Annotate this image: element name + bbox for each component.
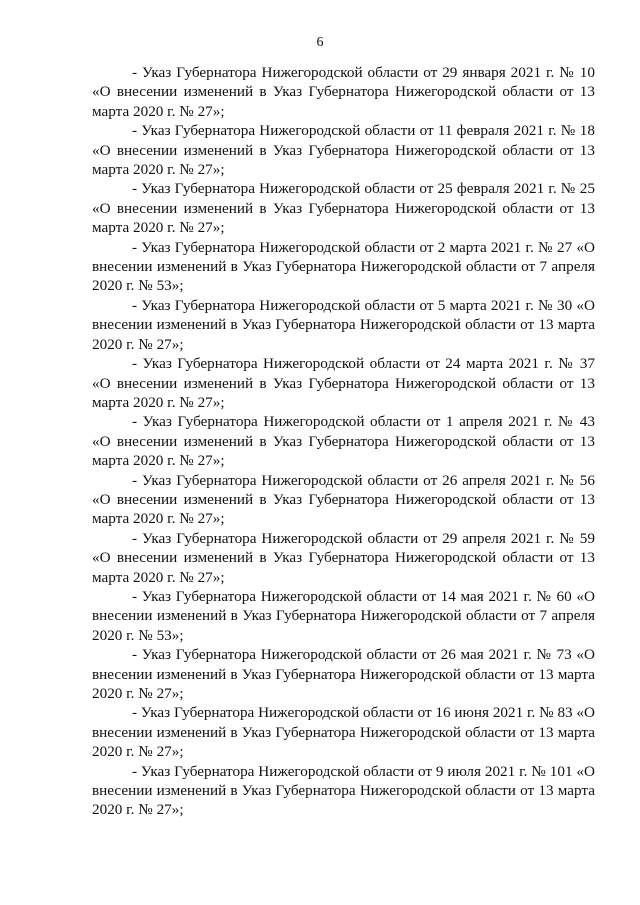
page-number: 6 xyxy=(316,35,324,50)
list-item: - Указ Губернатора Нижегородской области от 26 мая 2021 г. № 73 «О внесении изменений в Указ Губернатора Нижегородской области от 13 марта 2020 г. № 27»; xyxy=(92,646,595,702)
list-item: - Указ Губернатора Нижегородской области от 14 мая 2021 г. № 60 «О внесении изменений в Указ Губернатора Нижегородской области от 7 апреля 2020 г. № 53»; xyxy=(92,587,595,644)
list-item: - Указ Губернатора Нижегородской области от 9 июля 2021 г. № 101 «О внесении изменений в Указ Губернатора Нижегородской области от 13 марта 2020 г. № 27»; xyxy=(92,762,595,819)
list-item: - Указ Губернатора Нижегородской области от 5 марта 2021 г. № 30 «О внесении изменений в Указ Губернатора Нижегородской области от 13 марта 2020 г. № 27»; xyxy=(92,296,595,353)
decree-list xyxy=(92,63,595,820)
list-item: - Указ Губернатора Нижегородской области от 16 июня 2021 г. № 83 «О внесении изменений в Указ Губернатора Нижегородской области от 13 марта 2020 г. № 27»; xyxy=(92,704,595,761)
list-item: - Указ Губернатора Нижегородской области от 29 апреля 2021 г. № 59 «О внесении изменений в Указ Губернатора Нижегородской области от 13 марта 2020 г. № 27»; xyxy=(92,529,595,586)
list-item: - Указ Губернатора Нижегородской области от 1 апреля 2021 г. № 43 «О внесении изменений в Указ Губернатора Нижегородской области от 13 марта 2020 г. № 27»; xyxy=(92,413,595,470)
list-item: - Указ Губернатора Нижегородской области от 29 января 2021 г. № 10 «О внесении изменений в Указ Губернатора Нижегородской области от 13 марта 2020 г. № 27»; xyxy=(92,64,595,120)
list-item: - Указ Губернатора Нижегородской области от 11 февраля 2021 г. № 18 «О внесении изменений в Указ Губернатора Нижегородской области от 13 марта 2020 г. № 27»; xyxy=(92,122,595,179)
list-item: - Указ Губернатора Нижегородской области от 24 марта 2021 г. № 37 «О внесении изменений в Указ Губернатора Нижегородской области от 13 марта 2020 г. № 27»; xyxy=(92,355,595,411)
list-item: - Указ Губернатора Нижегородской области от 26 апреля 2021 г. № 56 «О внесении изменений в Указ Губернатора Нижегородской области от 13 марта 2020 г. № 27»; xyxy=(92,471,595,528)
list-item: - Указ Губернатора Нижегородской области от 2 марта 2021 г. № 27 «О внесении изменений в Указ Губернатора Нижегородской области от 7 апреля 2020 г. № 53»; xyxy=(92,238,595,295)
list-item: - Указ Губернатора Нижегородской области от 25 февраля 2021 г. № 25 «О внесении изменений в Указ Губернатора Нижегородской области от 13 марта 2020 г. № 27»; xyxy=(92,180,595,237)
